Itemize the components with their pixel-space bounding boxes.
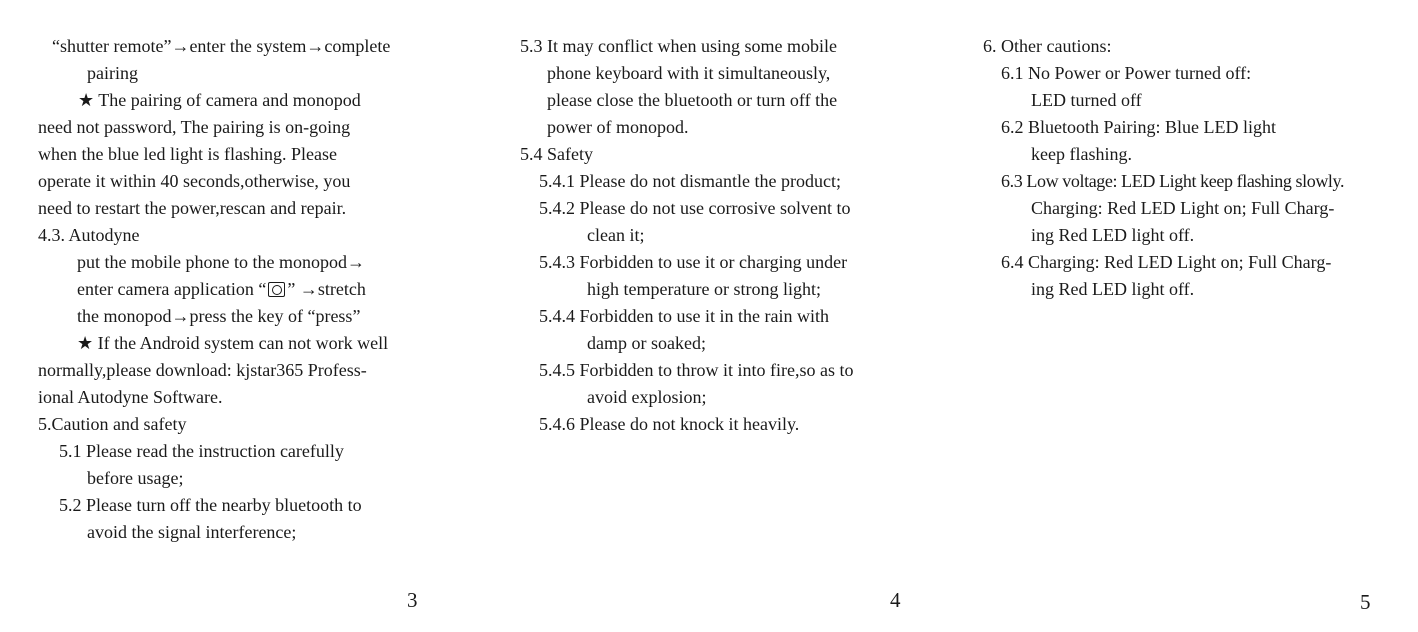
- text-line: 6.3 Low voltage: LED Light keep flashing slowly.: [1001, 171, 1345, 191]
- text-line: high temperature or strong light;: [587, 279, 821, 299]
- text-line: put the mobile phone to the monopod→: [77, 252, 365, 272]
- text-line: avoid explosion;: [587, 387, 707, 407]
- text-line: 6.4 Charging: Red LED Light on; Full Charg-: [1001, 252, 1332, 272]
- text-line: “shutter remote”→enter the system→complete: [52, 36, 391, 56]
- text-line: avoid the signal interference;: [87, 522, 297, 542]
- text-line: 5.4.3 Forbidden to use it or charging under: [539, 252, 848, 272]
- text-fragment: enter camera application “: [77, 279, 267, 299]
- text-line: operate it within 40 seconds,otherwise, you: [38, 171, 351, 191]
- text-line: ing Red LED light off.: [1031, 279, 1195, 299]
- text-line: keep flashing.: [1031, 144, 1132, 164]
- text-line: clean it;: [587, 225, 645, 245]
- page-number: 4: [890, 588, 901, 612]
- text-line: ing Red LED light off.: [1031, 225, 1195, 245]
- camera-icon: [268, 282, 285, 297]
- text-line: 5.1 Please read the instruction carefully: [59, 441, 344, 461]
- text-line: 5.4.5 Forbidden to throw it into fire,so as to: [539, 360, 854, 380]
- text-line: Charging: Red LED Light on; Full Charg-: [1031, 198, 1335, 218]
- text-line: 5.2 Please turn off the nearby bluetooth to: [59, 495, 362, 515]
- text-line: [77, 278, 366, 300]
- text-line: 6.2 Bluetooth Pairing: Blue LED light: [1001, 117, 1276, 137]
- text-fragment: ” →stretch: [287, 279, 366, 299]
- page-number: 3: [407, 588, 418, 612]
- text-line: 6.1 No Power or Power turned off:: [1001, 63, 1252, 83]
- text-line: 5.4.2 Please do not use corrosive solvent to: [539, 198, 851, 218]
- text-line: need to restart the power,rescan and repair.: [38, 198, 347, 218]
- text-line: before usage;: [87, 468, 184, 488]
- text-line: LED turned off: [1031, 90, 1142, 110]
- text-line: 5.4.6 Please do not knock it heavily.: [539, 414, 800, 434]
- text-line: when the blue led light is flashing. Please: [38, 144, 337, 164]
- section-heading: 4.3. Autodyne: [38, 225, 140, 245]
- text-line: 5.4.1 Please do not dismantle the product;: [539, 171, 841, 191]
- text-line: 5.4.4 Forbidden to use it in the rain with: [539, 306, 829, 326]
- text-line: 5.3 It may conflict when using some mobile: [520, 36, 837, 56]
- page-number: 5: [1360, 590, 1371, 614]
- text-line: normally,please download: kjstar365 Profess-: [38, 360, 367, 380]
- text-line: ional Autodyne Software.: [38, 387, 223, 407]
- text-line: damp or soaked;: [587, 333, 706, 353]
- text-line: the monopod→press the key of “press”: [77, 306, 361, 326]
- text-line: phone keyboard with it simultaneously,: [547, 63, 831, 83]
- text-line: pairing: [87, 63, 138, 83]
- section-heading: 5.Caution and safety: [38, 414, 187, 434]
- section-heading: 5.4 Safety: [520, 144, 593, 164]
- text-line: ★ The pairing of camera and monopod: [78, 90, 361, 110]
- text-line: ★ If the Android system can not work well: [77, 333, 389, 353]
- text-line: power of monopod.: [547, 117, 689, 137]
- text-line: please close the bluetooth or turn off the: [547, 90, 838, 110]
- section-heading: 6. Other cautions:: [983, 36, 1112, 56]
- text-line: need not password, The pairing is on-going: [38, 117, 351, 137]
